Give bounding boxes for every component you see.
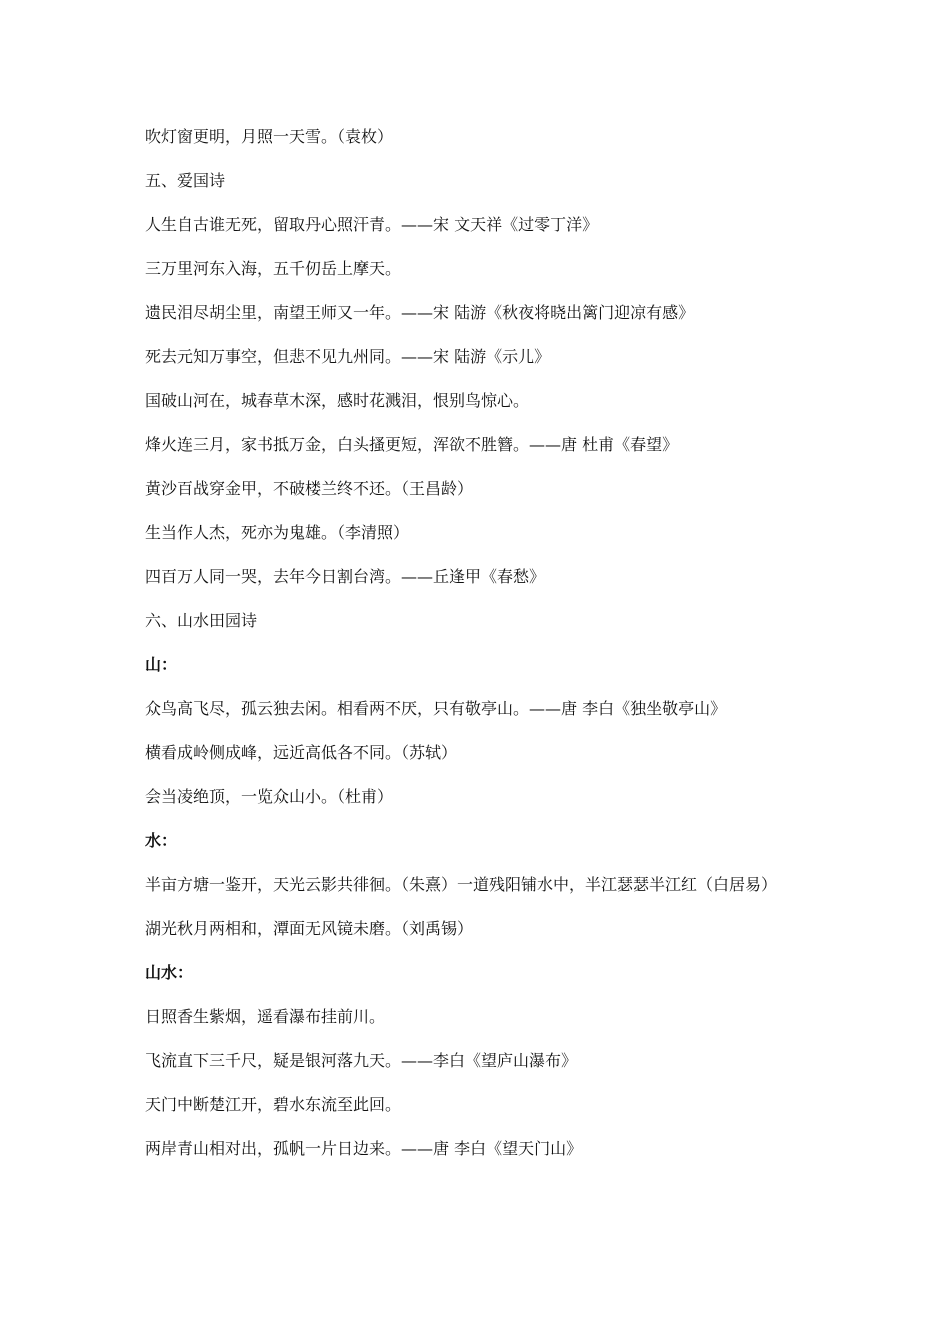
subheading-mountain-water: 山水： — [145, 963, 194, 982]
section-heading-patriotic: 五、爱国诗 — [145, 171, 226, 190]
poem-line: 湖光秋月两相和，潭面无风镜未磨。（刘禹锡） — [145, 919, 474, 938]
poem-line: 会当凌绝顶，一览众山小。（杜甫） — [145, 787, 394, 806]
poem-line: 遗民泪尽胡尘里，南望王师又一年。——宋 陆游《秋夜将晓出篱门迎凉有感》 — [145, 303, 695, 322]
subheading-water: 水： — [145, 831, 178, 850]
poem-line: 两岸青山相对出，孤帆一片日边来。——唐 李白《望天门山》 — [145, 1139, 583, 1158]
poem-line: 烽火连三月，家书抵万金，白头搔更短，浑欲不胜簪。——唐 杜甫《春望》 — [145, 435, 679, 454]
poem-line: 死去元知万事空，但悲不见九州同。——宋 陆游《示儿》 — [145, 347, 551, 366]
poem-line: 人生自古谁无死，留取丹心照汗青。——宋 文天祥《过零丁洋》 — [145, 215, 599, 234]
poem-line: 四百万人同一哭，去年今日割台湾。——丘逢甲《春愁》 — [145, 567, 546, 586]
poem-line: 众鸟高飞尽，孤云独去闲。相看两不厌，只有敬亭山。——唐 李白《独坐敬亭山》 — [145, 699, 727, 718]
document-body — [145, 124, 805, 1180]
poem-line: 横看成岭侧成峰，远近高低各不同。（苏轼） — [145, 743, 458, 762]
poem-line: 日照香生紫烟，遥看瀑布挂前川。 — [145, 1007, 386, 1026]
poem-line: 吹灯窗更明，月照一天雪。（袁枚） — [145, 127, 394, 146]
poem-line-wrapped: 半亩方塘一鉴开，天光云影共徘徊。（朱熹）一道残阳铺水中，半江瑟瑟半江红（白居易） — [145, 875, 778, 894]
poem-line: 黄沙百战穿金甲，不破楼兰终不还。（王昌龄） — [145, 479, 474, 498]
poem-line: 三万里河东入海，五千仞岳上摩天。 — [145, 259, 402, 278]
subheading-mountain: 山： — [145, 655, 178, 674]
section-heading-landscape: 六、山水田园诗 — [145, 611, 258, 630]
poem-line: 飞流直下三千尺，疑是银河落九天。——李白《望庐山瀑布》 — [145, 1051, 578, 1070]
poem-line: 天门中断楚江开，碧水东流至此回。 — [145, 1095, 402, 1114]
poem-line: 国破山河在，城春草木深，感时花溅泪，恨别鸟惊心。 — [145, 391, 530, 410]
poem-line: 生当作人杰，死亦为鬼雄。（李清照） — [145, 523, 410, 542]
